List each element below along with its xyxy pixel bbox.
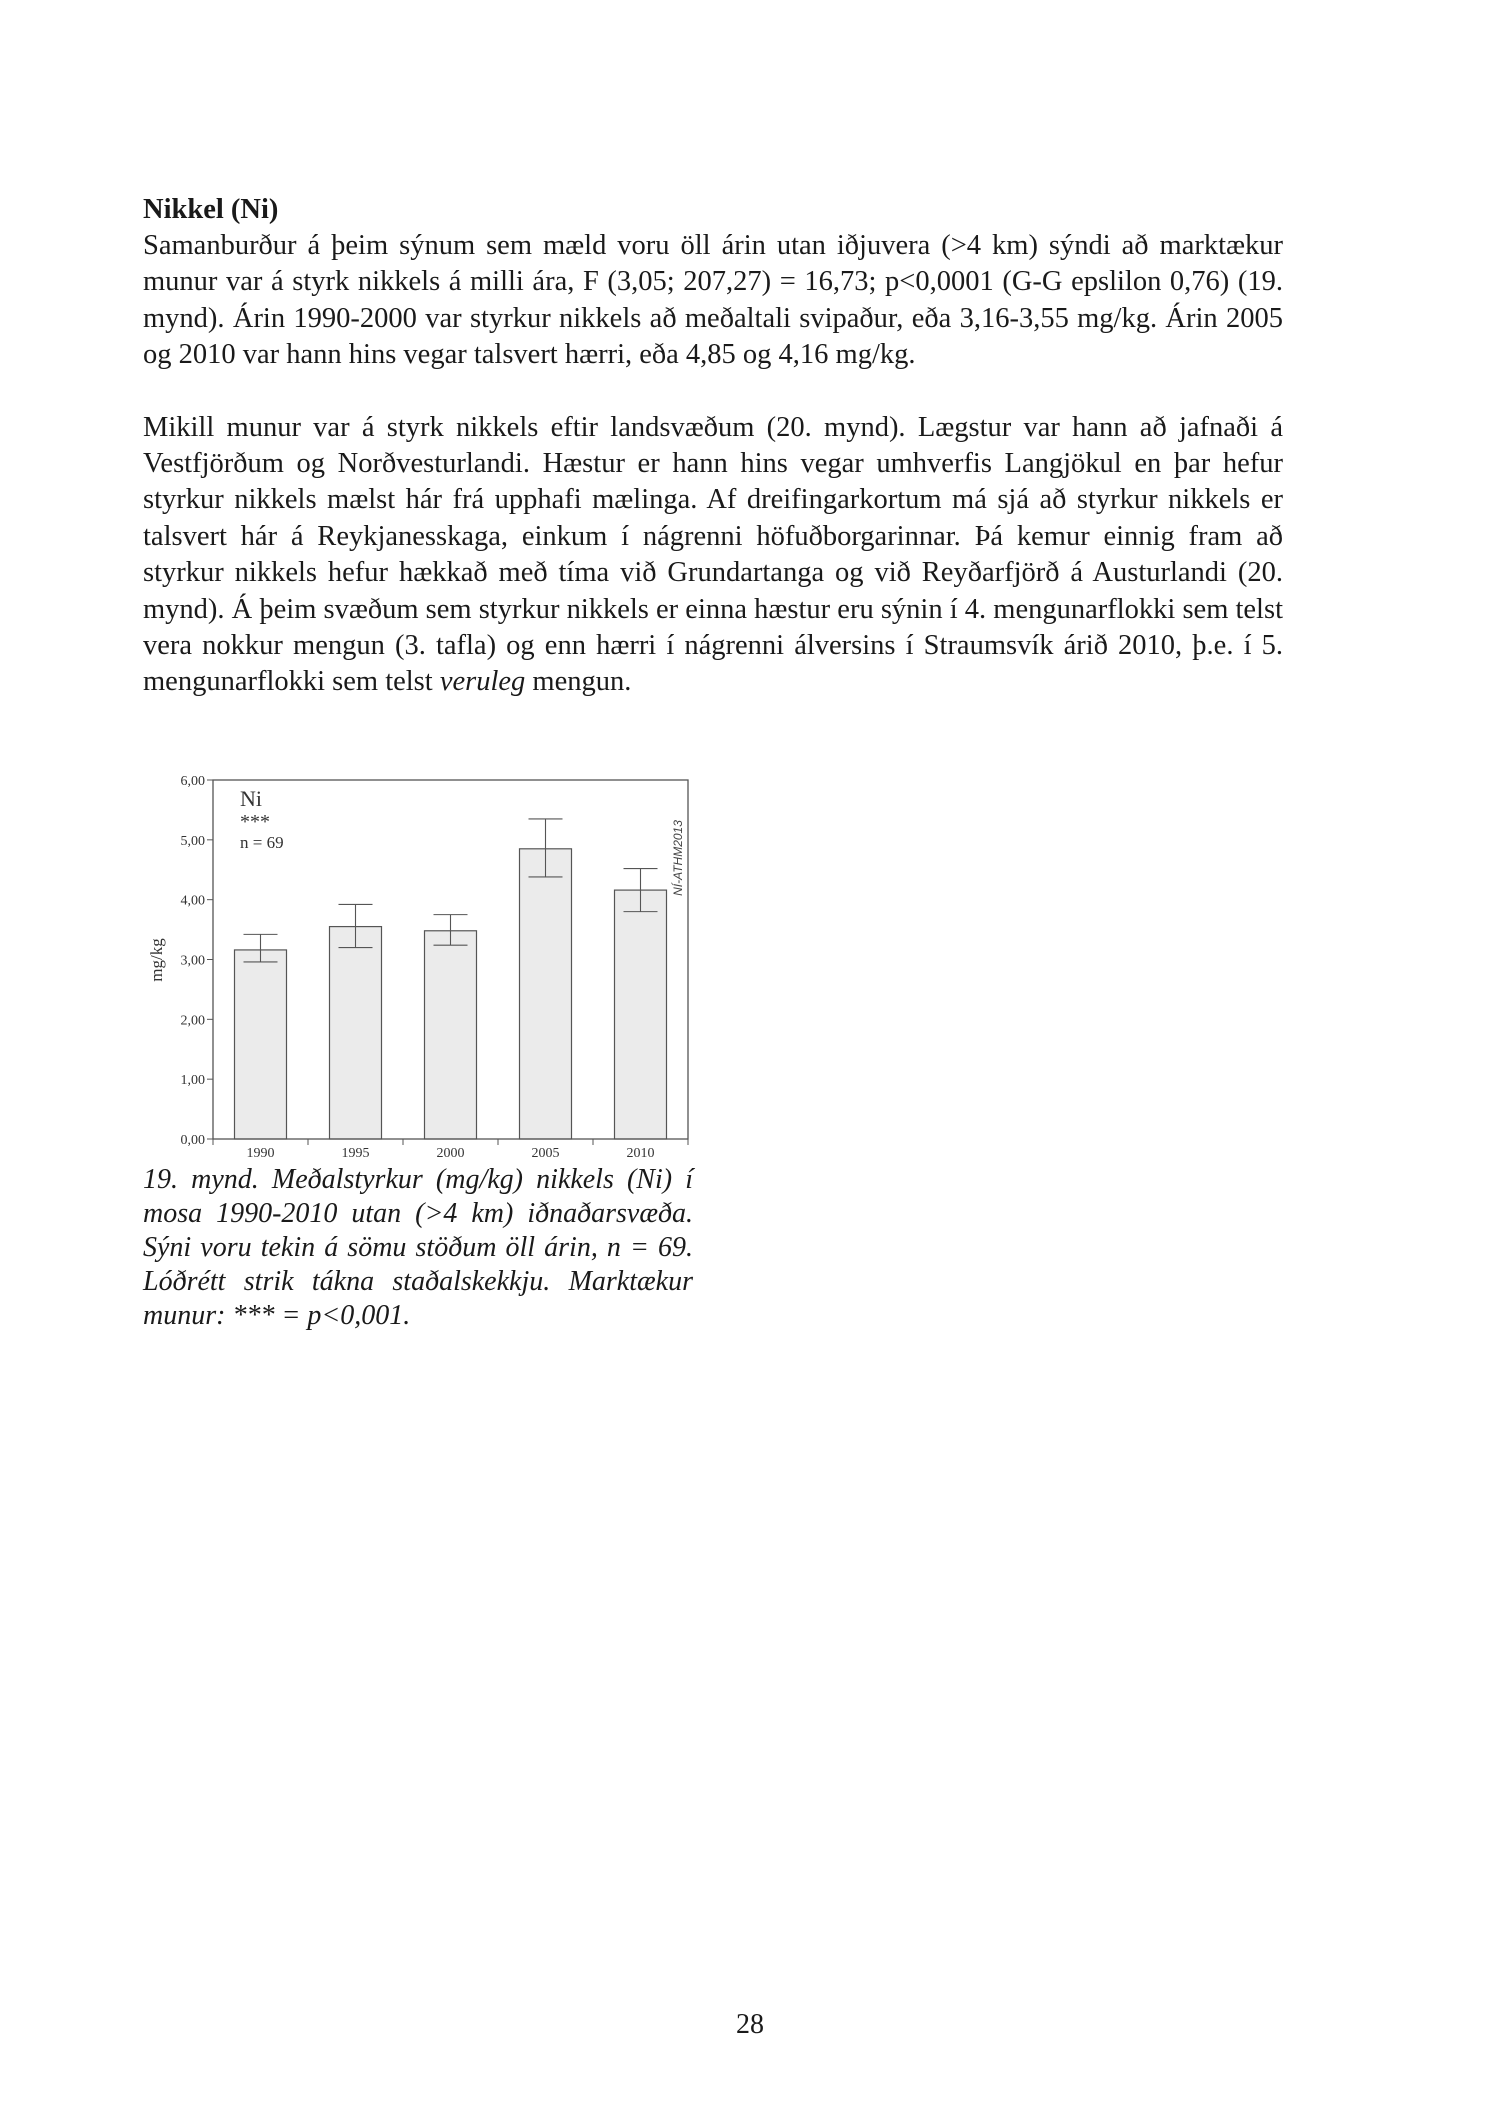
y-tick-label: 6,00	[180, 774, 205, 789]
bar-2000	[425, 931, 477, 1139]
x-tick-label: 2010	[626, 1146, 655, 1160]
paragraph-1: Samanburður á þeim sýnum sem mæld voru öll árin utan iðjuvera (>4 km) sýndi að marktækur munur var á styrk nikkels á milli ára, F (3,05; 207,27) = 16,73; p<0,0001 (G-G epslilon 0,76) (19. mynd). Árin 1990-2000 var styrkur nikkels að meðaltali svipaður, eða 3,16-3,55 mg/kg. Árin 2005 og 2010 var hann hins vegar talsvert hærri, eða 4,85 og 4,16 mg/kg.	[143, 230, 1283, 371]
bar-2005	[520, 849, 572, 1139]
y-tick-label: 5,00	[180, 833, 205, 849]
y-tick-label: 1,00	[180, 1073, 205, 1089]
y-tick-label: 2,00	[180, 1013, 205, 1029]
y-axis-label: mg/kg	[147, 938, 166, 982]
figure-caption: 19. mynd. Meðalstyrkur (mg/kg) nikkels (Ni) í mosa 1990-2010 utan (>4 km) iðnaðarsvæða. Sýni voru tekin á sömu stöðum öll árin, n = 69. Lóðrétt strik tákna staðalskekkju. Marktækur munur: *** = p<0,001.	[143, 1164, 693, 1331]
y-tick-label: 0,00	[180, 1133, 205, 1148]
bar-chart	[143, 770, 693, 1160]
paragraph-2	[143, 410, 1283, 701]
x-tick-label: 1990	[246, 1146, 275, 1160]
x-tick-label: 2000	[436, 1146, 465, 1160]
text-section	[143, 192, 1283, 701]
x-tick-label: 1995	[341, 1146, 370, 1160]
section-heading: Nikkel (Ni)	[143, 194, 279, 225]
y-tick-label: 4,00	[180, 893, 205, 909]
chart-sample-size: n = 69	[240, 833, 284, 852]
y-tick-label: 3,00	[180, 953, 205, 969]
bar-1990	[235, 950, 287, 1139]
paragraph-2-end: mengun.	[525, 666, 632, 698]
figure-19	[143, 770, 693, 1160]
paragraph-2-emphasis: veruleg	[439, 666, 526, 698]
chart-significance: ***	[240, 811, 270, 833]
chart-element-label: Ni	[240, 786, 262, 811]
chart-watermark: NÍ-ATHM2013	[671, 820, 685, 896]
bar-1995	[330, 927, 382, 1139]
paragraph-2-text: Mikill munur var á styrk nikkels eftir landsvæðum (20. mynd). Lægstur var hann að jafnaði á Vestfjörðum og Norðvesturlandi. Hæstur er hann hins vegar umhverfis Langjökul en þar hefur styrkur nikkels mælst hár frá upphafi mælinga. Af dreifingarkortum má sjá að styrkur nikkels er talsvert hár á Reykjanesskaga, einkum í nágrenni höfuðborgarinnar. Þá kemur einnig fram að styrkur nikkels hefur hækkað með tíma við Grundartanga og við Reyðarfjörð á Austurlandi (20. mynd). Á þeim svæðum sem styrkur nikkels er einna hæstur eru sýnin í 4. mengunarflokki sem telst vera nokkur mengun (3. tafla) og enn hærri í nágrenni álversins í Straumsvík árið 2010, þ.e. í 5. mengunarflokki sem telst	[143, 411, 1283, 698]
bar-2010	[615, 890, 667, 1139]
page-number: 28	[736, 2009, 764, 2040]
x-tick-label: 2005	[531, 1146, 560, 1160]
